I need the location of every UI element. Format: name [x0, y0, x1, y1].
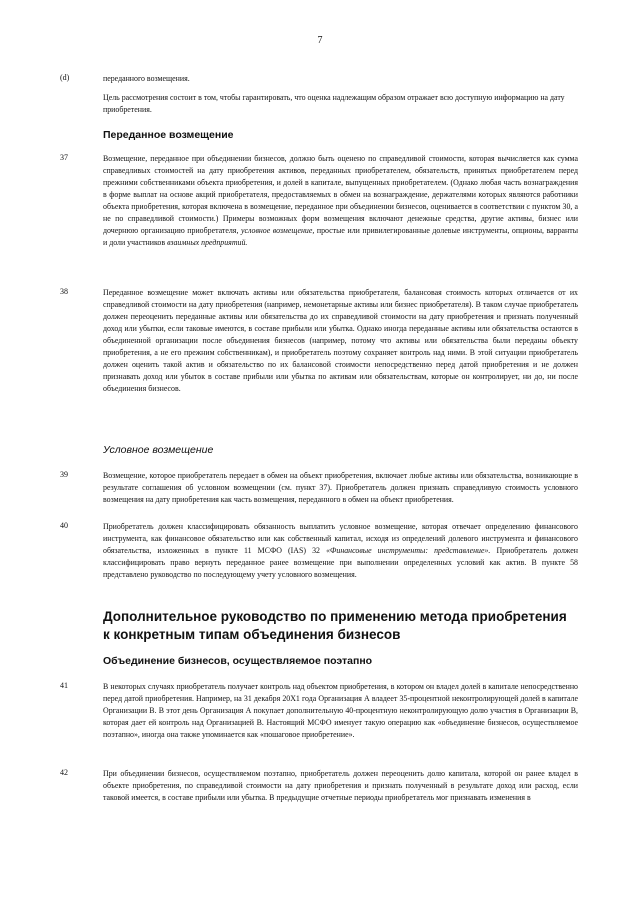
paragraph-text-2: Приобретатель должен классифицировать право вернуть переданное ранее возмещение при выполнении определенных условий как актив. В пункте 58 представлено руководство по последующему учету условного возмещения.	[103, 546, 578, 580]
paragraph-text-2: простые или привилегированные долевые инструменты, опционы, варранты и доли участников	[103, 226, 578, 248]
heading-transferred-consideration: Переданное возмещение	[103, 129, 234, 141]
paragraph-number: 37	[60, 153, 68, 162]
paragraph-number: 40	[60, 521, 68, 530]
paragraph-text: Возмещение, переданное при объединении бизнесов, должно быть оценено по справедливой стоимости, которая вычисляется как сумма справедливых стоимостей на дату приобретения активов, переданных приобретателем, обязательств, принятых приобретателем перед прежними собственниками объекта приобретения, и долей в капитале, выпущенных приобретателем. (Однако любая часть вознаграждения в форме выплат на основе акций приобретателя, предоставляемых в обмен на вознаграждение, держателями которых являются работники объекта приобретения, которая включена в возмещение, переданное при объединении бизнесов, оценивается в соответствии с пунктом 30, а не по справедливой стоимости.) Примеры возможных форм возмещения включают денежные средства, другие активы, бизнес или дочернюю организацию приобретателя,	[103, 154, 578, 236]
paragraph-39	[60, 470, 578, 506]
item-d-text: переданного возмещения.	[103, 74, 190, 83]
emphasis-text: «Финансовые инструменты: представление».	[326, 546, 491, 556]
paragraph-number: 42	[60, 768, 68, 777]
heading-contingent-consideration: Условное возмещение	[103, 444, 214, 456]
paragraph-41	[60, 681, 578, 741]
item-d-label: (d)	[60, 73, 70, 82]
paragraph-37	[60, 153, 578, 249]
emphasis-text: условное возмещение,	[240, 226, 315, 236]
paragraph-number: 41	[60, 681, 68, 690]
paragraph-text: Переданное возмещение может включать активы или обязательства приобретателя, балансовая стоимость которых отличается от их справедливой стоимости на дату приобретения (например, немонетарные активы или бизнес приобретателя). В таком случае приобретатель должен переоценить переданные активы или обязательства до их справедливой стоимости на дату приобретения и признать полученный доход или убытки, если таковые имеются, в составе прибыли или убытка. Однако иногда переданные активы или обязательства остаются в объединенной организации после объединения бизнесов (например, потому что активы или обязательства были переданы объекту приобретения, а не его прежним собственникам), и приобретатель поэтому сохраняет контроль над ними. В этой ситуации приобретатель должен оценить такой актив и обязательство по их балансовой стоимости непосредственно перед датой приобретения и не должен признавать доход или убыток в составе прибыли или убытка по активам или обязательствам, которые он контролирует, ни до, ни после объединения бизнесов.	[103, 288, 578, 394]
paragraph-number: 39	[60, 470, 68, 479]
paragraph-40	[60, 521, 578, 581]
heading-business-combination-in-stages: Объединение бизнесов, осуществляемое поэтапно	[103, 655, 373, 667]
paragraph-38	[60, 287, 578, 395]
heading-additional-guidance: Дополнительное руководство по применению метода приобретения к конкретным типам объединения бизнесов	[103, 609, 567, 642]
paragraph-number: 38	[60, 287, 68, 296]
paragraph-42	[60, 768, 578, 804]
emphasis-text-2: взаимных предприятий.	[167, 238, 248, 248]
paragraph-text: При объединении бизнесов, осуществляемом поэтапно, приобретатель должен переоценить долю капитала, которой он ранее владел в объекте приобретения, по справедливой стоимости на дату приобретения и признать полученный в результате доход или расход, если таковой имеется, в составе прибыли или убытка. В предыдущие отчетные периоды приобретатель мог признавать изменения в	[103, 769, 578, 803]
paragraph-text: Приобретатель должен классифицировать обязанность выплатить условное возмещение, которая отвечает определению финансового инструмента, как финансовое обязательство или как собственный капитал, исходя из определений долевого инструмента и финансового обязательства, изложенных в пункте 11 МСФО (IAS) 32	[103, 522, 578, 556]
page-number: 7	[317, 35, 323, 46]
intro-paragraph: Цель рассмотрения состоит в том, чтобы гарантировать, что оценка надлежащим образом отражает всю доступную информацию на дату приобретения.	[103, 93, 565, 115]
item-d	[60, 73, 578, 85]
paragraph-text: Возмещение, которое приобретатель передает в обмен на объект приобретения, включает любые активы или обязательства, возникающие в результате соглашения об условном возмещении (см. пункт 37). Приобретатель должен признать справедливую стоимость условного возмещения на дату приобретения как часть возмещения, переданного в обмен на объект приобретения.	[103, 471, 578, 505]
paragraph-text: В некоторых случаях приобретатель получает контроль над объектом приобретения, в котором он владел долей в капитале непосредственно перед датой приобретения. Например, на 31 декабря 20X1 года Организация А владеет 35-процентной неконтролирующей долей в капитале Организации В. В этот день Организация А покупает дополнительную 40-процентную неконтролирующую долю участия в Организации В, которая дает ей контроль над Организацией В. Настоящий МСФО именует такую операцию как «объединение бизнесов, осуществляемое поэтапно», иногда она также упоминается как «пошаговое приобретение».	[103, 682, 578, 740]
